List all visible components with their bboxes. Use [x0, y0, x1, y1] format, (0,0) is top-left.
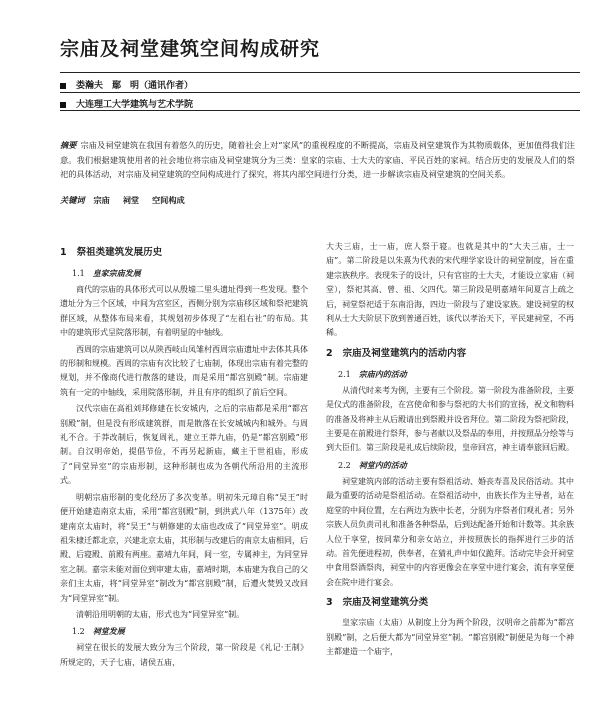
- paragraph: 大夫三庙，士一庙，庶人祭于寝。也就是其中的“大夫三庙，士一庙”。第二阶段是以朱熹为代表的宋代理学家设计的祠堂制度，旨在重建宗族秩序。表现朱子的设计，只有官宦的士大夫，才能设立家庙（祠堂），祭祀其高、曾、祖、父四代。第三阶段是明嘉靖年间夏言上疏之后，祠堂祭祀适于东南沿海，四边一阶段与了建设家族。建设祠堂的权利从士大夫阶层下放到普通百姓，该代以孝治天下，平民建祠堂，不再稀。: [326, 242, 574, 338]
- section-heading: 3 宗庙及祠堂建筑分类: [326, 597, 429, 609]
- paragraph: 西周的宗庙建筑可以从陕西岐山凤雏村西周宗庙遗址中去体其具体的形制和规模。西周的宗庙有次比较了七庙制，体现出宗庙有着完整的规划，并不像商代进行散落的建设，而是采用“都宫别殿”制。宗庙建筑有一定的中轴线，采用院落形制，并且有序的组织了前后空间。: [60, 344, 308, 397]
- section-heading: 1 祭祖类建筑发展历史: [60, 247, 163, 258]
- paper-title: 宗庙及祠堂建筑空间构成研究: [60, 38, 321, 60]
- abstract-label: 摘要: [60, 140, 77, 150]
- affiliation: 大连理工大学建筑与艺术学院: [76, 100, 194, 110]
- subsection-heading: 1.2 祠堂发展: [72, 626, 125, 637]
- bullet-square-icon: [60, 102, 66, 108]
- right-column: [326, 240, 574, 661]
- bullet-square-icon: [60, 83, 66, 89]
- title-rule-top: [60, 72, 580, 73]
- paragraph: 明朝宗庙形制的变化经历了多次变革。明初朱元璋自称“吴王”时便开始建造南京太庙，采用“都宫别殿”制，到洪武八年（1375年）改建南京太庙时，将“吴王”与朝修建的太庙也改成了“同堂异室”。明成祖朱棣迁都北京，兴建北京太庙，其形制与改建后的南京太庙相同，后殿、后寝殿、前殿有两座。嘉靖九年间，间一室，专属神主，为同堂异室之制。嘉宗未能对面位到审建太庙，嘉靖时期，本庙建为我自己的父亲们主太庙，将“同堂异室”制改为“都宫别殿”制，后遭火焚毁又改回为“同堂异室”制。: [60, 492, 308, 603]
- keyword: 祠堂: [122, 195, 140, 205]
- keyword: 空间构成: [151, 195, 185, 205]
- left-column: [60, 240, 308, 672]
- subsection-heading: 1.1 皇家宗庙发展: [72, 268, 141, 278]
- keywords: [60, 195, 195, 206]
- subsection-heading: 2.2 祠堂内的活动: [338, 459, 407, 470]
- section-heading: 2 宗庙及祠堂建筑内的活动内容: [326, 347, 467, 359]
- paragraph: 商代的宗庙的具体形式可以从殷墟二里头遗址得到一些发现。整个遗址分为三个区域，中间为宫室区，西侧分别为宗庙移区域和祭祀建筑群区域，从整体布局来看，其规划初步体现了“左祖右社”的布局。其中的建筑形式呈院落形制，有着明显的中轴线。: [60, 285, 308, 338]
- paragraph: 祠堂在很长的发展大致分为三个阶段，第一阶段是《礼记·王制》所规定的，天子七庙，诸侯五庙，: [60, 643, 308, 667]
- abstract-text: 宗庙及祠堂建筑在我国有着悠久的历史，随着社会上对“家风”的重视程度的不断提高，宗庙及祠堂建筑作为其物质载体，更加值得我们注意。我们根据建筑使用者的社会地位将宗庙及祠堂建筑分为三类：皇家的宗庙、士大夫的家庙、平民百姓的家祠。结合历史的发展及人们的祭祀的具体活动，对宗庙及祠堂建筑的空间构成进行了探究，将其内部空间进行分类，进一步解读宗庙及祠堂建筑的空间关系。: [60, 140, 575, 179]
- authors-rule: [60, 92, 580, 93]
- affiliation-rule: [60, 110, 580, 111]
- paragraph: 汉代宗庙在高祖刘邦修建在长安城内，之后的宗庙都是采用“都宫别殿”制，但是没有形成建筑群，而是散落在长安城城内和城外。与周礼不合。于莽改制后，恢复周礼，建立王莽九庙，仍是“都宫别殿”形制。自汉明帝始，提倡节俭，不再另起新庙，藏主于世祖庙，形成了“同堂异室”的宗庙形制，这种形制也成为各朝代所沿用的主流形式。: [60, 404, 308, 486]
- authors: 娄瀚夫 鄢 明（通讯作者）: [76, 81, 194, 91]
- paragraph: 祠堂建筑内部的活动主要有祭祖活动、婚丧寿喜及民俗活动。其中最为重要的活动是祭祖活动。在祭祖活动中，由族长作为主导者，站在庭堂的中间位置，左右两边为族中长老，分别为序祭者们观礼者；另外宗族人员负责司礼和准备各种祭品，后到达配备开始和计数等。其余族人位于享堂，按同辈分和亲女站立，并按照族长的指挥进行三步的活动。首先便进程初，供奉者，在猜礼声中如仪跪拜。活动完毕会开祠堂中食用祭酒祭肉，祠堂中的内容更像会在享堂中进行宴会，流有享堂便会在院中进行宴会。: [326, 476, 574, 587]
- affiliation-line: [60, 97, 193, 110]
- abstract: [60, 138, 575, 182]
- subsection-heading: 2.1 宗庙内的活动: [338, 368, 407, 379]
- authors-line: [60, 78, 193, 91]
- paragraph: 皇家宗庙（太庙）从制度上分为两个阶段，汉明帝之前都为“都宫别殿”制，之后便大都为“同堂异室”制。“都宫别殿”制便是为每一个神主都建造一个庙宇，: [326, 618, 574, 656]
- paragraph: 从清代时来考为例，主要有三个阶段。第一阶段为准备阶段，主要是仪式的准备阶段，在宫使命和参与祭祀的大书们的宣扬，祝文和物料的准备及将神主从后殿请出到祭殿并设省拜位。第二阶段为祭祀阶段，主要是在前殿进行祭拜，参与者献以及祭品的奉用，并按照品分绘等与到大臣们。第三阶段是礼成后续阶段，皇帝回宫，神主请奉旅回后殿。: [326, 385, 574, 453]
- keyword: 宗庙: [93, 195, 110, 205]
- paragraph: 清朝沿用明朝的太庙，形式也为“同堂异室”制。: [76, 609, 245, 619]
- keywords-label: 关键词: [60, 195, 85, 205]
